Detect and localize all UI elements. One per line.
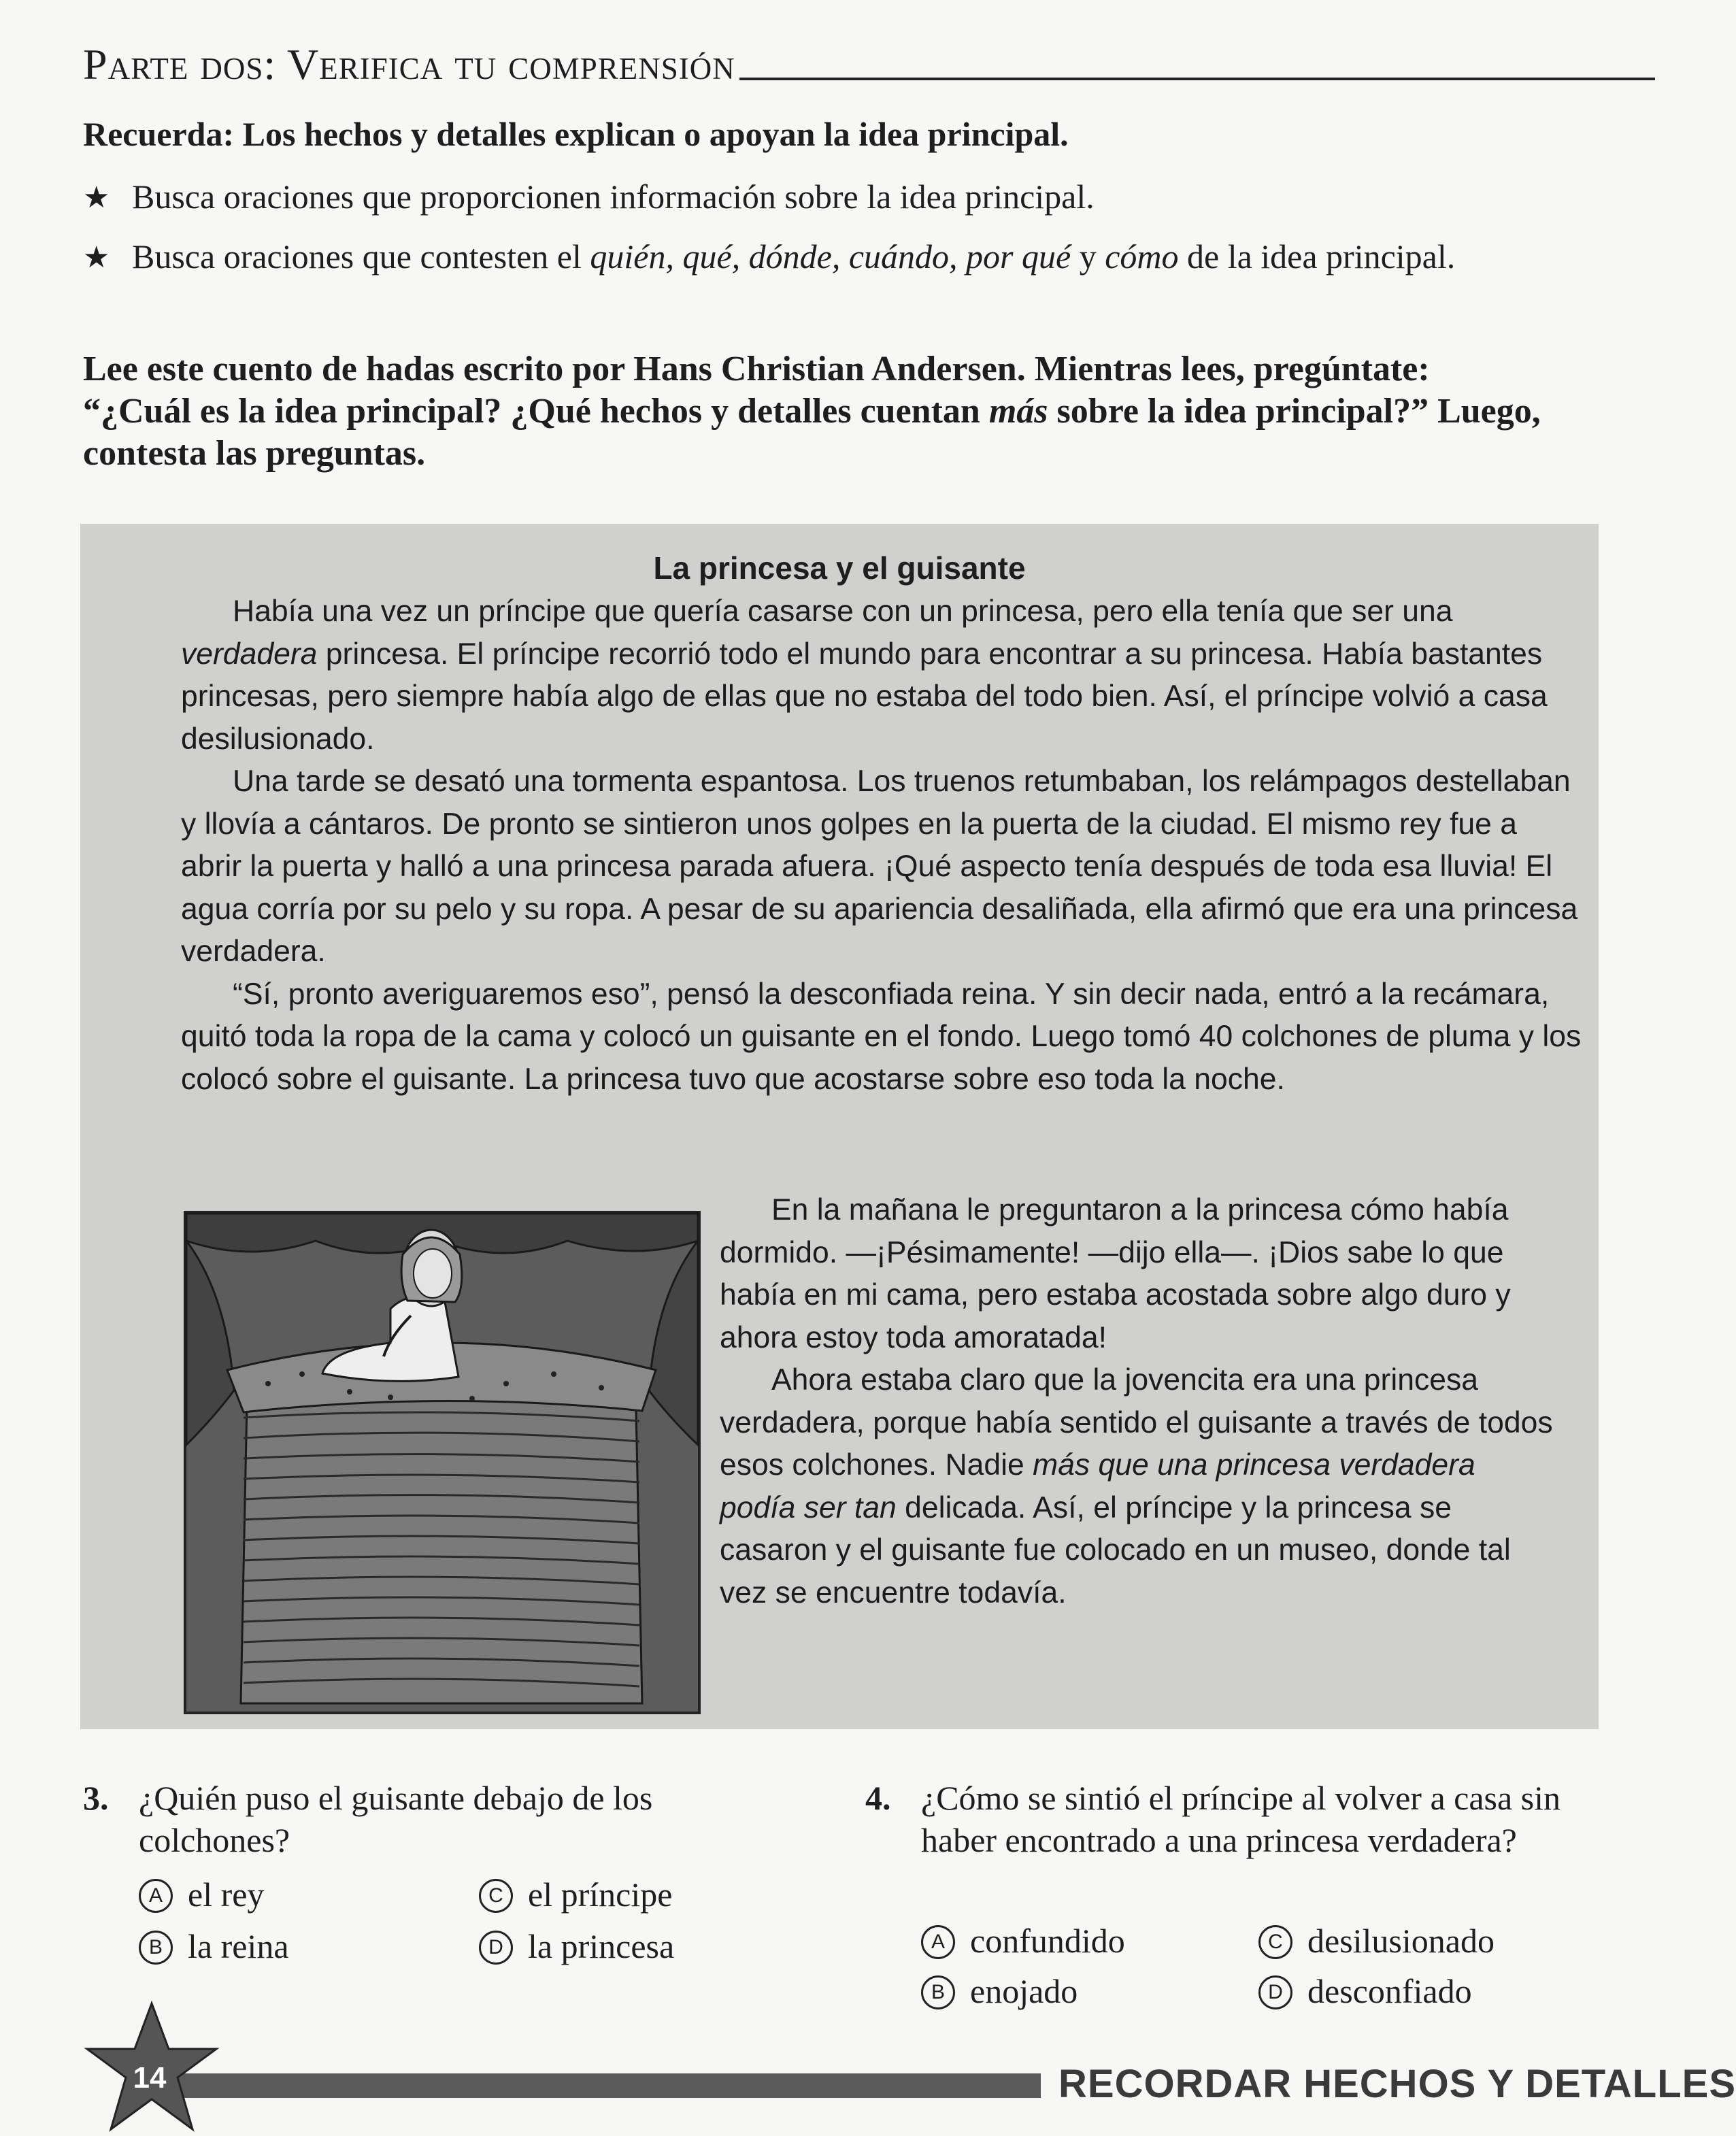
tip-item <box>83 235 1560 278</box>
question-number: 3. <box>83 1779 109 1817</box>
option-letter: D <box>1258 1975 1292 2009</box>
answer-option-a[interactable]: A confundido <box>921 1920 1125 1962</box>
story-box <box>80 524 1599 1729</box>
answer-option-c[interactable]: C el príncipe <box>479 1873 672 1916</box>
section-title: Parte dos: Verifica tu comprensión <box>83 40 735 88</box>
story-title: La princesa y el guisante <box>653 550 1026 586</box>
story-paragraph: En la mañana le preguntaron a la princesa cómo había dormido. —¡Pésimamente! —dijo ella—. ¡Dios sabe lo que había en mi cama, pero estaba acostada sobre algo duro y ahora estoy toda amoratada! <box>720 1193 1511 1354</box>
option-letter: B <box>139 1931 173 1965</box>
answer-option-d[interactable]: D desconfiado <box>1258 1970 1472 2012</box>
footer-bar <box>170 2073 1041 2098</box>
star-icon: ★ <box>83 180 110 215</box>
footer-chapter-title: RECORDAR HECHOS Y DETALLES <box>1058 2062 1736 2106</box>
page-number: 14 <box>133 2061 167 2095</box>
question-stem: ¿Cómo se sintió el príncipe al volver a casa sin haber encontrado a una princesa verdadera? <box>921 1779 1561 1859</box>
tip-text: Busca oraciones que contesten el quién, qué, dónde, cuándo, por qué y cómo de la idea principal. <box>132 237 1456 276</box>
question-4 <box>865 1777 1634 2015</box>
option-letter: C <box>1258 1925 1292 1959</box>
option-letter: A <box>921 1925 955 1959</box>
story-text-continued <box>720 1189 1556 1614</box>
princess-on-mattresses-image <box>186 1214 698 1712</box>
question-3 <box>83 1777 831 1981</box>
answer-option-a[interactable]: A el rey <box>139 1873 264 1916</box>
story-paragraph: “Sí, pronto averiguaremos eso”, pensó la desconfiada reina. Y sin decir nada, entró a la recámara, quitó toda la ropa de la cama y colocó un guisante en el fondo. Luego tomó 40 colchones de pluma y los colocó sobre el guisante. La princesa tuvo que acostarse sobre eso toda la noche. <box>181 977 1582 1096</box>
answer-option-b[interactable]: B enojado <box>921 1970 1078 2012</box>
answer-option-c[interactable]: C desilusionado <box>1258 1920 1495 1962</box>
option-letter: A <box>139 1879 173 1913</box>
recuerda-statement: Recuerda: Los hechos y detalles explican o apoyan la idea principal. <box>83 115 1069 153</box>
star-icon: ★ <box>83 240 110 275</box>
option-letter: D <box>479 1931 513 1965</box>
question-stem: ¿Quién puso el guisante debajo de los colchones? <box>139 1779 653 1859</box>
story-paragraph: Ahora estaba claro que la jovencita era una princesa verdadera, porque había sentido el guisante a través de todos esos colchones. Nadie más que una princesa verdadera podía ser tan delicada. Así, el príncipe y la princesa se casaron y el guisante fue colocado en un museo, donde tal vez se encuentre todavía. <box>720 1363 1553 1609</box>
answer-option-d[interactable]: D la princesa <box>479 1925 674 1967</box>
option-letter: B <box>921 1975 955 2009</box>
story-text <box>181 590 1582 1101</box>
section-header <box>83 35 1655 90</box>
header-rule <box>739 78 1655 80</box>
tip-text: Busca oraciones que proporcionen información sobre la idea principal. <box>132 178 1095 216</box>
tip-item <box>83 176 1560 218</box>
reading-instructions: Lee este cuento de hadas escrito por Hans Christian Andersen. Mientras lees, pregúntate: “¿Cuál es la idea principal? ¿Qué hechos y detalles cuentan más sobre la idea principal?” Luego, contesta las preguntas. <box>83 350 1541 473</box>
princess-illustration <box>184 1211 701 1714</box>
question-number: 4. <box>865 1779 891 1817</box>
story-paragraph: Una tarde se desató una tormenta espantosa. Los truenos retumbaban, los relámpagos destellaban y llovía a cántaros. De pronto se sintieron unos golpes en la puerta de la ciudad. El mismo rey fue a abrir la puerta y halló a una princesa parada afuera. ¡Qué aspecto tenía después de toda esa lluvia! El agua corría por su pelo y su ropa. A pesar de su apariencia desaliñada, ella afirmó que era una princesa verdadera. <box>181 765 1578 968</box>
story-paragraph: Había una vez un príncipe que quería casarse con un princesa, pero ella tenía que ser una verdadera princesa. El príncipe recorrió todo el mundo para encontrar a su princesa. Había bastantes princesas, pero siempre había algo de ellas que no estaba del todo bien. Así, el príncipe volvió a casa desilusionado. <box>181 595 1548 756</box>
answer-option-b[interactable]: B la reina <box>139 1925 289 1967</box>
option-letter: C <box>479 1879 513 1913</box>
